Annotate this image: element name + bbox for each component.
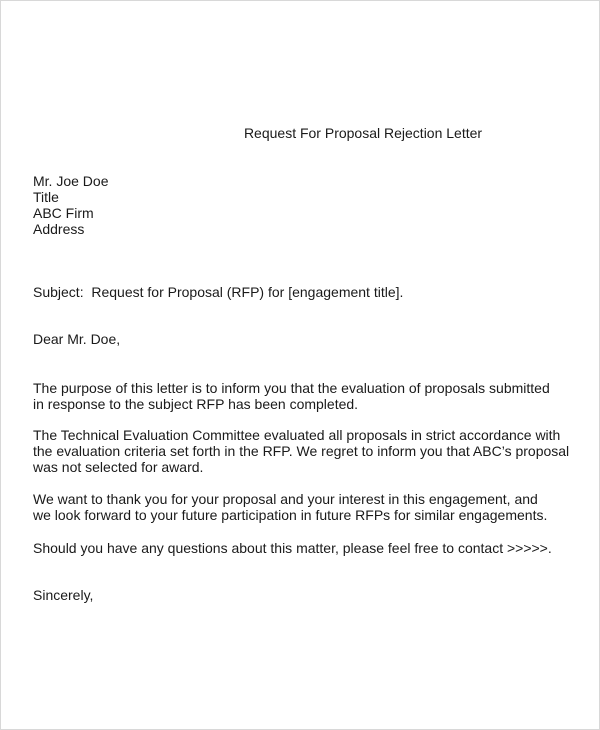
subject-line: Subject: Request for Proposal (RFP) for [engagement title]. <box>33 284 404 300</box>
salutation: Dear Mr. Doe, <box>33 331 121 347</box>
body-paragraph: Should you have any questions about this matter, please feel free to contact >>>>>. <box>33 540 552 556</box>
recipient-title: Title <box>33 189 59 205</box>
closing: Sincerely, <box>33 587 94 603</box>
letter-title: Request For Proposal Rejection Letter <box>243 125 483 141</box>
body-paragraph: The purpose of this letter is to inform you that the evaluation of proposals submitted in response to the subject RFP has been completed. <box>33 380 550 412</box>
recipient-firm: ABC Firm <box>33 205 94 221</box>
body-paragraph: We want to thank you for your proposal and your interest in this engagement, and we look forward to your future participation in future RFPs for similar engagements. <box>33 491 548 523</box>
recipient-name: Mr. Joe Doe <box>33 173 109 189</box>
recipient-address-block <box>33 173 588 237</box>
recipient-address: Address <box>33 221 85 237</box>
body-paragraph: The Technical Evaluation Committee evaluated all proposals in strict accordance with the evaluation criteria set forth in the RFP. We regret to inform you that ABC’s proposal was not selected for award. <box>33 427 570 475</box>
